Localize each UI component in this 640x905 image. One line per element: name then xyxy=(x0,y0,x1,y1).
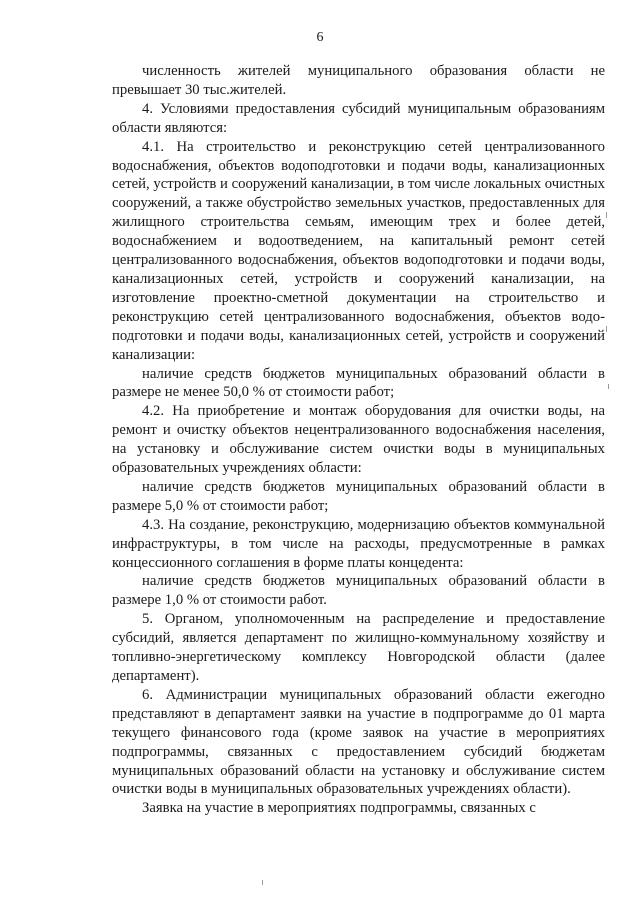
scan-mark xyxy=(606,212,607,218)
paragraph: 4.1. На строительство и реконструкцию сетей централизованного водоснабжения, объектов водоподготовки и подачи воды, канализационных сетей, устройств и сооружений канализации, в том числе локальных очистных сооружений, а также обустройство земельных участков, предоставленных для жилищного строительства семьям, имеющим трех и более детей, водоснабжением и водоотведением, на капитальный ремонт сетей централизованного водоснабжения, объектов водоподготовки и подачи воды, канализационных сетей, устройств и сооружений канализации, на изготовление проектно-сметной документации на строительство и реконструкцию сетей централизованного водоснабжения, объектов водо-подготовки и подачи воды, канализационных сетей, устройств и сооружений канализации: xyxy=(112,138,605,363)
paragraph: наличие средств бюджетов муниципальных образований области в размере 1,0 % от стоимости работ. xyxy=(112,573,605,609)
paragraph: 4.2. На приобретение и монтаж оборудования для очистки воды, на ремонт и очистку объектов нецентрализованного водоснабжения населения, на установку и обслуживание систем очистки воды в муниципальных образовательных учреждениях области: xyxy=(112,403,605,477)
paragraph: 5. Органом, уполномоченным на распределение и предоставление субсидий, является департамент по жилищно-коммунальному хозяйству и топливно-энергетическому комплексу Новгородской области (далее департамент). xyxy=(112,611,605,684)
paragraph: Заявка на участие в мероприятиях подпрограммы, связанных с xyxy=(142,800,536,817)
page-number: 6 xyxy=(316,30,324,45)
paragraph: наличие средств бюджетов муниципальных образований области в размере не менее 50,0 % от стоимости работ; xyxy=(112,365,605,401)
paragraph: 4. Условиями предоставления субсидий муниципальным образованиям области являются: xyxy=(112,100,605,136)
document-body xyxy=(112,62,605,818)
paragraph: 4.3. На создание, реконструкцию, модернизацию объектов коммунальной инфраструктуры, в том числе на расходы, предусмотренные в рамках концессионного соглашения в форме платы концедента: xyxy=(112,516,605,571)
scan-mark xyxy=(606,326,607,332)
scan-mark xyxy=(262,880,263,885)
scan-mark xyxy=(608,384,609,389)
paragraph: наличие средств бюджетов муниципальных образований области в размере 5,0 % от стоимости работ; xyxy=(112,478,605,514)
paragraph: численность жителей муниципального образования области не превышает 30 тыс.жителей. xyxy=(112,63,605,98)
paragraph: 6. Администрации муниципальных образований области ежегодно представляют в департамент заявки на участие в подпрограмме до 01 марта текущего финансового года (кроме заявок на участие в мероприятиях подпрограммы, связанных с предоставлением субсидий бюджетам муниципальных образований области на установку и обслуживание систем очистки воды в муниципальных образовательных учреждениях области). xyxy=(112,686,605,798)
